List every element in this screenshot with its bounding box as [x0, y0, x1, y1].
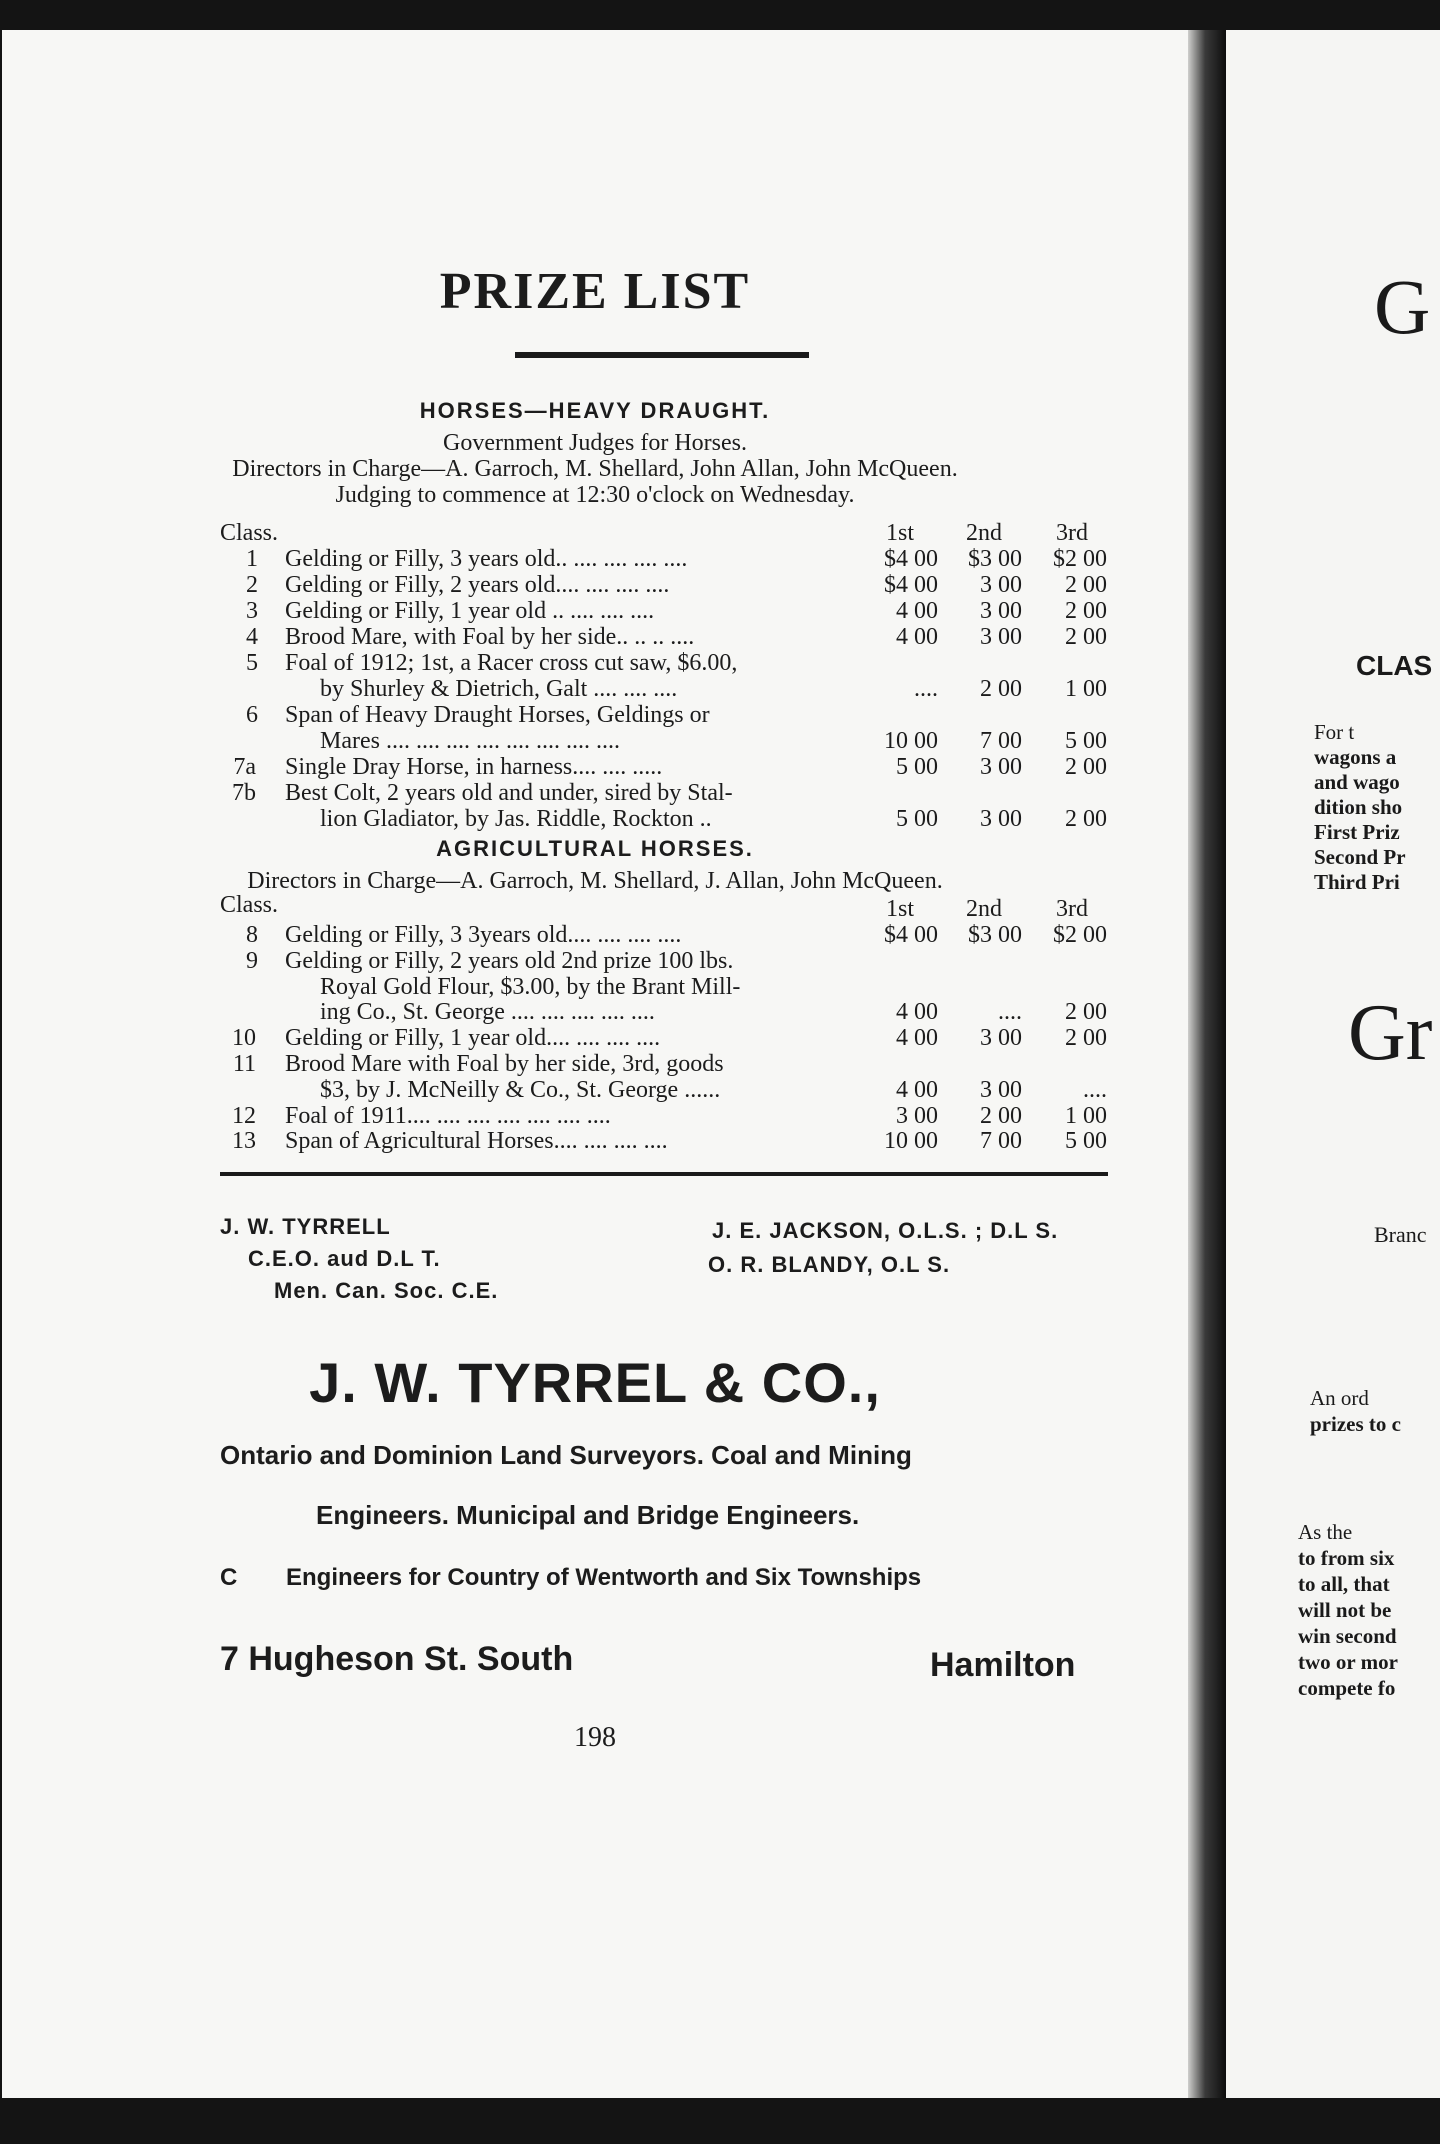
second-prize: ....	[998, 999, 1022, 1026]
third-prize: 1 00	[1065, 1102, 1107, 1129]
class-number: 9	[246, 947, 258, 974]
class-description: Gelding or Filly, 1 year old.... .... .... ....	[285, 1025, 661, 1052]
left-page	[2, 30, 1188, 2098]
second-prize: 2 00	[980, 1102, 1022, 1129]
second-prize: 3 00	[980, 754, 1022, 780]
right-text-line: prizes to c	[1310, 1412, 1401, 1436]
right-text-line: For t	[1314, 720, 1355, 744]
right-heading-g: G	[1374, 263, 1431, 350]
third-prize: 2 00	[1065, 754, 1107, 780]
right-text-line: two or mor	[1298, 1650, 1398, 1674]
class-number: 7b	[232, 780, 256, 806]
second-prize: 3 00	[980, 1076, 1022, 1103]
class-label: Class.	[220, 520, 279, 546]
third-prize: 2 00	[1065, 572, 1107, 598]
class-number: 10	[232, 1025, 256, 1052]
right-text-line: Third Pri	[1314, 870, 1400, 894]
class-description: Single Dray Horse, in harness.... .... .....	[285, 754, 663, 780]
first-prize: 4 00	[896, 999, 938, 1026]
first-prize: 4 00	[896, 1076, 938, 1103]
third-prize: 5 00	[1065, 1128, 1107, 1155]
first-prize: 4 00	[896, 624, 938, 650]
right-text-line: will not be	[1298, 1598, 1392, 1622]
first-prize: 10 00	[884, 1128, 938, 1155]
section-divider	[220, 1172, 1108, 1176]
col-2nd: 2nd	[966, 520, 1002, 546]
third-prize: 2 00	[1065, 999, 1107, 1026]
class-number: 6	[246, 702, 258, 728]
class-description: Gelding or Filly, 2 years old.... .... .... ....	[285, 572, 670, 598]
class-description: Gelding or Filly, 3 years old.. .... .... .... ....	[285, 546, 688, 572]
right-text-line: First Priz	[1314, 820, 1400, 844]
class-description: Gelding or Filly, 3 3years old.... .... .... ....	[285, 922, 682, 948]
second-prize: 3 00	[980, 624, 1022, 650]
class-number: 13	[232, 1128, 256, 1155]
class-description: Royal Gold Flour, $3.00, by the Brant Mill-	[320, 973, 741, 1000]
third-prize: ....	[1083, 1076, 1107, 1103]
ad-line-3: Engineers for Country of Wentworth and Six Townships	[286, 1564, 922, 1591]
ad-left-name: J. W. TYRRELL	[220, 1214, 391, 1239]
ad-line-1: Ontario and Dominion Land Surveyors. Coal and Mining	[220, 1440, 912, 1470]
class-number: 11	[232, 1051, 256, 1077]
third-prize: $2 00	[1053, 546, 1107, 572]
class-description: Brood Mare, with Foal by her side.. .. .. ....	[285, 624, 695, 650]
right-text-line: An ord	[1310, 1386, 1369, 1410]
class-number: 7a	[233, 754, 256, 780]
right-branc: Branc	[1374, 1222, 1427, 1247]
second-prize: 3 00	[980, 598, 1022, 624]
first-prize: $4 00	[884, 922, 938, 948]
ad-right-line1: J. E. JACKSON, O.L.S. ; D.L S.	[712, 1218, 1059, 1243]
second-prize: 3 00	[980, 806, 1022, 832]
third-prize: 2 00	[1065, 806, 1107, 832]
agri-class-label: Class.	[220, 892, 279, 918]
class-description: Gelding or Filly, 1 year old .. .... .... ....	[285, 598, 655, 624]
ad-address: 7 Hugheson St. South	[220, 1640, 574, 1678]
class-description: $3, by J. McNeilly & Co., St. George ......	[320, 1076, 721, 1103]
third-prize: 1 00	[1065, 676, 1107, 702]
class-description: Mares .... .... .... .... .... .... .... ....	[320, 728, 620, 754]
ad-right-line2: O. R. BLANDY, O.L S.	[708, 1252, 951, 1277]
class-number: 1	[246, 546, 258, 572]
right-text-line: wagons a	[1314, 745, 1397, 769]
class-number: 8	[246, 922, 258, 948]
ad-firm-name: J. W. TYRREL & CO.,	[309, 1351, 881, 1414]
right-text-line: to all, that	[1298, 1572, 1390, 1596]
class-description: Foal of 1911.... .... .... .... .... .... ....	[285, 1102, 611, 1129]
third-prize: 2 00	[1065, 598, 1107, 624]
second-prize: 7 00	[980, 1128, 1022, 1155]
ad-left-line3: Men. Can. Soc. C.E.	[274, 1278, 499, 1303]
right-page-partial	[1226, 30, 1440, 2098]
first-prize: 4 00	[896, 598, 938, 624]
second-prize: 3 00	[980, 572, 1022, 598]
first-prize: 3 00	[896, 1102, 938, 1129]
third-prize: 2 00	[1065, 1025, 1107, 1052]
first-prize: 4 00	[896, 1025, 938, 1052]
first-prize: 5 00	[896, 806, 938, 832]
first-prize: ....	[914, 676, 938, 702]
class-description: Gelding or Filly, 2 years old 2nd prize 100 lbs.	[285, 947, 734, 974]
agri-col-1st: 1st	[886, 896, 915, 922]
third-prize: 2 00	[1065, 624, 1107, 650]
right-clas-heading: CLAS	[1356, 650, 1433, 681]
class-description: Brood Mare with Foal by her side, 3rd, goods	[285, 1051, 724, 1077]
ad-line-2: Engineers. Municipal and Bridge Engineers.	[316, 1500, 860, 1530]
right-text-line: compete fo	[1298, 1676, 1396, 1700]
ad-left-line2: C.E.O. aud D.L T.	[248, 1246, 441, 1271]
class-description: by Shurley & Dietrich, Galt .... .... ....	[320, 676, 678, 702]
right-heading-gr: Gr	[1348, 989, 1433, 1077]
col-1st: 1st	[886, 520, 915, 546]
judges-line: Government Judges for Horses.	[443, 430, 747, 456]
second-prize: $3 00	[968, 546, 1022, 572]
agri-col-3rd: 3rd	[1056, 896, 1088, 922]
class-number: 4	[246, 624, 258, 650]
class-description: Best Colt, 2 years old and under, sired by Stal-	[285, 780, 733, 806]
class-number: 3	[246, 598, 258, 624]
third-prize: 5 00	[1065, 728, 1107, 754]
page-title: PRIZE LIST	[439, 263, 751, 320]
second-prize: $3 00	[968, 922, 1022, 948]
class-number: 2	[246, 572, 258, 598]
title-rule	[515, 352, 809, 358]
second-prize: 2 00	[980, 676, 1022, 702]
right-text-line: As the	[1298, 1520, 1353, 1544]
right-text-line: win second	[1298, 1624, 1397, 1648]
right-text-line: Second Pr	[1314, 845, 1406, 869]
page-number: 198	[574, 1722, 616, 1753]
judging-time-line: Judging to commence at 12:30 o'clock on Wednesday.	[335, 482, 855, 508]
class-description: Span of Heavy Draught Horses, Geldings or	[285, 702, 710, 728]
agricultural-heading: AGRICULTURAL HORSES.	[436, 836, 754, 861]
col-3rd: 3rd	[1056, 520, 1088, 546]
class-description: Span of Agricultural Horses.... .... .... ....	[285, 1128, 668, 1155]
class-description: ing Co., St. George .... .... .... .... ....	[320, 999, 655, 1026]
directors-line: Directors in Charge—A. Garroch, M. Shellard, John Allan, John McQueen.	[232, 456, 958, 482]
ad-line-3-mark: C	[220, 1564, 238, 1591]
agri-directors-line: Directors in Charge—A. Garroch, M. Shellard, J. Allan, John McQueen.	[247, 868, 943, 894]
class-number: 12	[232, 1102, 256, 1129]
third-prize: $2 00	[1053, 922, 1107, 948]
class-description: lion Gladiator, by Jas. Riddle, Rockton ..	[320, 806, 712, 832]
class-description: Foal of 1912; 1st, a Racer cross cut saw, $6.00,	[285, 650, 738, 676]
first-prize: 5 00	[896, 754, 938, 780]
heavy-draught-heading: HORSES—HEAVY DRAUGHT.	[419, 398, 771, 423]
class-number: 5	[246, 650, 258, 676]
second-prize: 7 00	[980, 728, 1022, 754]
ad-city: Hamilton	[930, 1646, 1076, 1684]
right-text-line: and wago	[1314, 770, 1400, 794]
agri-col-2nd: 2nd	[966, 896, 1002, 922]
second-prize: 3 00	[980, 1025, 1022, 1052]
first-prize: 10 00	[884, 728, 938, 754]
right-text-line: to from six	[1298, 1546, 1395, 1570]
book-binding	[1188, 30, 1226, 2098]
first-prize: $4 00	[884, 546, 938, 572]
first-prize: $4 00	[884, 572, 938, 598]
right-text-line: dition sho	[1314, 795, 1403, 819]
